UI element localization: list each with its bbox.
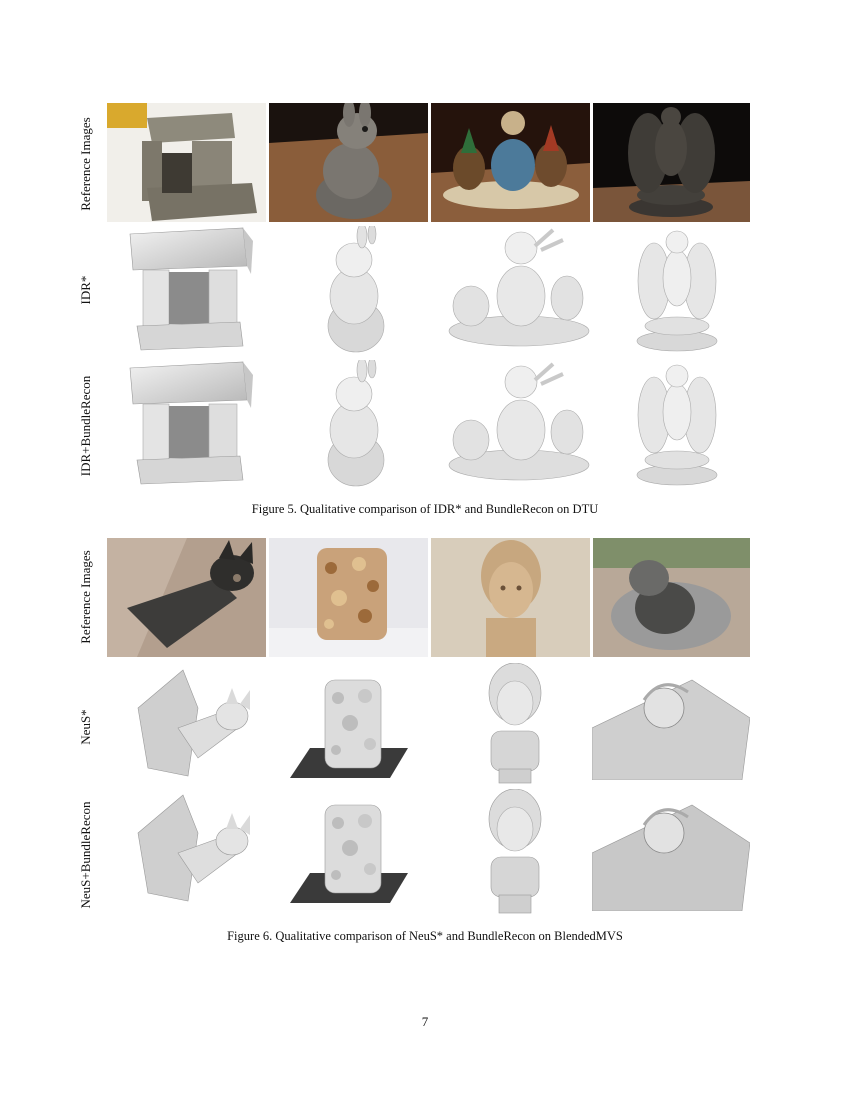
row-label-neus-bundlerecon: NeuS+BundleRecon	[78, 801, 93, 909]
bundlerecon-mesh-rabbit	[318, 360, 390, 488]
neus-mesh-dog-statue	[128, 668, 256, 780]
neus-mesh-coral-sculpture	[290, 668, 408, 780]
figure-6-caption: Figure 6. Qualitative comparison of NeuS* and BundleRecon on BlendedMVS	[227, 929, 623, 943]
row-label-idr-bundlerecon: IDR+BundleRecon	[78, 375, 93, 477]
bundlerecon-mesh-blocks	[125, 360, 255, 486]
page-number: 7	[421, 1014, 429, 1029]
row-label-idr: IDR*	[78, 275, 93, 305]
bundlerecon-mesh-hands	[634, 360, 720, 488]
idr-mesh-hands	[634, 226, 720, 354]
idr-mesh-blocks	[125, 226, 255, 352]
reference-photo-bust	[431, 538, 590, 657]
row-label-neus: NeuS*	[78, 709, 93, 745]
bundlerecon-mesh-stone-sphere	[592, 793, 750, 911]
figure-5-caption: Figure 5. Qualitative comparison of IDR* and BundleRecon on DTU	[251, 502, 599, 516]
reference-photo-dog-statue	[107, 538, 266, 657]
figure-5	[0, 98, 850, 528]
bundlerecon-mesh-coral-sculpture	[290, 793, 408, 905]
reference-photo-rabbit	[269, 103, 428, 222]
reference-photo-stone-sphere	[593, 538, 750, 657]
reference-photo-blocks	[107, 103, 266, 222]
idr-mesh-rabbit	[318, 226, 390, 354]
reference-photo-coral-sculpture	[269, 538, 428, 657]
reference-photo-snowmen	[431, 103, 590, 222]
neus-mesh-bust	[479, 663, 551, 785]
row-label-reference-images: Reference Images	[78, 117, 93, 211]
row-label-reference-images: Reference Images	[78, 550, 93, 644]
idr-mesh-snowmen	[443, 226, 591, 350]
reference-photo-hands	[593, 103, 750, 222]
bundlerecon-mesh-dog-statue	[128, 793, 256, 905]
bundlerecon-mesh-bust	[479, 789, 551, 915]
bundlerecon-mesh-snowmen	[443, 360, 591, 484]
neus-mesh-stone-sphere	[592, 668, 750, 780]
figure-6	[0, 533, 850, 948]
